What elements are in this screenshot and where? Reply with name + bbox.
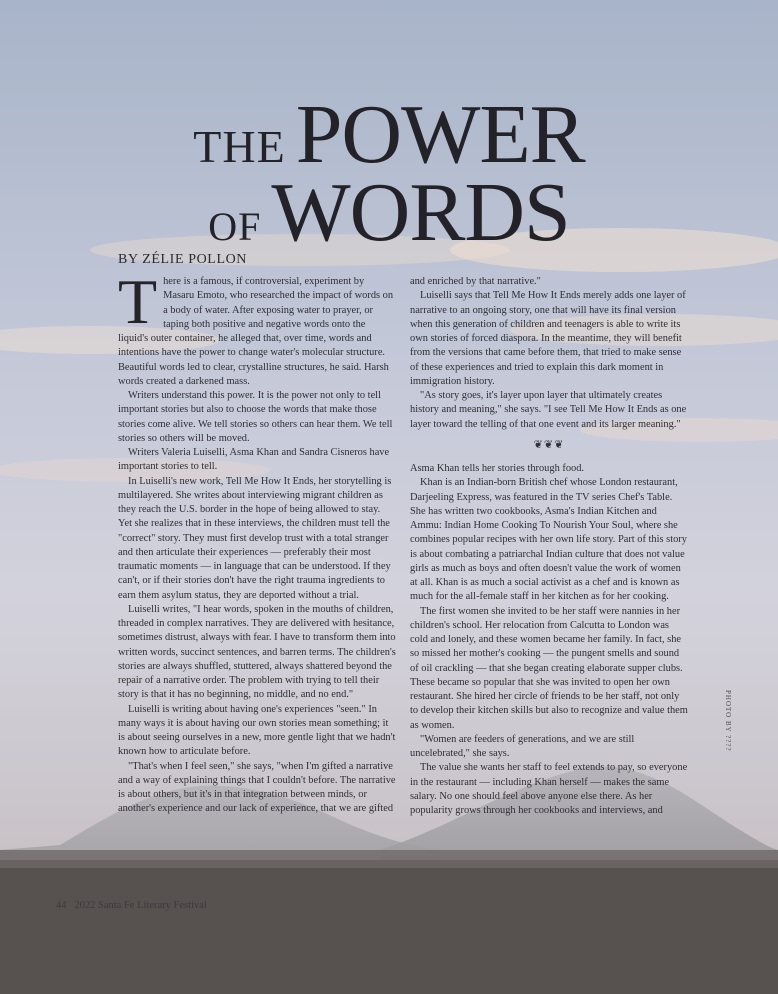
paragraph: Khan is an Indian-born British chef whose London restaurant, Darjeeling Express, was featured in the TV series Chef's Table. She has written two cookbooks, Asma's Indian Kitchen and Ammu: Indian Home Cooking To Nourish Your Soul, where she combines popular recipes with her own life story. Part of this story is about combating a patriarchal Indian culture that does not value girls as much as boys and often doesn't value the work of women at all. Khan is as much a social activist as a chef and is known as much for the all-female staff in her kitchen as for her cooking. <box>410 477 687 603</box>
paragraph: Luiselli writes, "I hear words, spoken in the mouths of children, threaded in complex narratives. They are delivered with hesitance, sometimes distrust, always with fear. I have to transform them into written words, succinct sentences, and barren terms. The children's stories are always shuffled, stuttered, always shattered beyond the repair of a narrative order. The problem with trying to tell their story is that it has no beginning, no middle, and no end." <box>118 603 396 701</box>
page-number: 44 <box>56 900 67 911</box>
paragraph: The value she wants her staff to feel extends to pay, so everyone in the restaurant — including Khan herself — makes the same salary. No one should feel above anyone else there. As her popularity grows through her cookbooks and interviews, and <box>410 762 688 816</box>
byline: BY ZÉLIE POLLON <box>118 252 248 267</box>
paragraph: Writers Valeria Luiselli, Asma Khan and Sandra Cisneros have important stories to tell. <box>118 447 390 473</box>
title-words: WORDS <box>271 166 570 259</box>
paragraph: There is a famous, if controversial, experiment by Masaru Emoto, who researched the impact of words on a body of water. After exposing water to prayer, or taping both positive and negative words onto the liquid's outer container, he alleged that, over time, words and intentions have the power to change water's molecular structure. Beautiful words led to clear, crystalline structures, he said. Harsh words created a darkened mass. <box>118 266 394 387</box>
paragraph: Writers understand this power. It is the power not only to tell important stories but also to choose the words that make those stories come alive. We tell stories so others can hear them. We tell stories so others will be moved. <box>118 390 393 444</box>
paragraph: and enriched by that narrative." <box>410 276 541 287</box>
paragraph: "Women are feeders of generations, and we are still uncelebrated," she says. <box>410 733 635 759</box>
paragraph: Luiselli says that Tell Me How It Ends merely adds one layer of narrative to an ongoing story, one that will have its final version when this generation of children and teenagers is able to write its own stories of forced diaspora. In the meantime, they will benefit from the versions that came before them, that tried to make sense of these experiences and tried to explain this dark moment in immigration history. <box>410 290 686 387</box>
page-footer <box>56 900 207 911</box>
paragraph: In Luiselli's new work, Tell Me How It Ends, her storytelling is multilayered. She writes about interviewing migrant children as they reach the U.S. border in the hope of being allowed to stay. Yet she realizes that in these interviews, the children must tell the "correct" story. They must first develop trust with a total stranger and then articulate their experiences — preferably their most traumatic moments — in language that can be understood. If they can't, or if their stories don't have the right trauma ingredients to earn them asylum status, they are deported without a trial. <box>118 475 392 601</box>
photo-credit: PHOTO BY ???? <box>724 690 732 752</box>
section-break-ornament: ❦❦❦ <box>533 438 565 451</box>
title-the: THE <box>193 121 286 172</box>
paragraph: Asma Khan tells her stories through food. <box>410 463 585 474</box>
paragraph: Luiselli is writing about having one's experiences "seen." In many ways it is about having our own stories mean something; it is about seeing ourselves in a new, more gentle light that we hadn't known how to articulate before. <box>118 703 396 758</box>
paragraph: "As story goes, it's layer upon layer that ultimately creates history and meaning," she says. "I see Tell Me How It Ends as one layer toward the telling of that one event and its larger meaning." <box>410 390 687 430</box>
column-2 <box>410 275 688 818</box>
title-power: POWER <box>295 88 585 181</box>
publication-name: 2022 Santa Fe Literary Festival <box>74 900 207 911</box>
title-of: OF <box>208 204 262 249</box>
paragraph: The first women she invited to be her staff were nannies in her children's school. Her relocation from Calcutta to London was cold and lonely, and these women became her family. In fact, she so missed her mother's cooking — the pungent smells and sound of oil crackling — that she began creating elaborate supper clubs. These became so popular that she was invited to open her own restaurant. She hired her circle of friends to be her staff, not only to develop their kitchen skills but also to recognize and value them as women. <box>410 605 688 731</box>
column-1 <box>118 266 396 817</box>
paragraph: "That's when I feel seen," she says, "when I'm gifted a narrative and a way of explaining things that I couldn't before. The narrative is about others, but it's in that integration between minds, or another's experience and our lack of experience, that we are gifted <box>118 760 396 815</box>
article-title <box>0 88 778 259</box>
drop-cap: T <box>118 266 158 337</box>
